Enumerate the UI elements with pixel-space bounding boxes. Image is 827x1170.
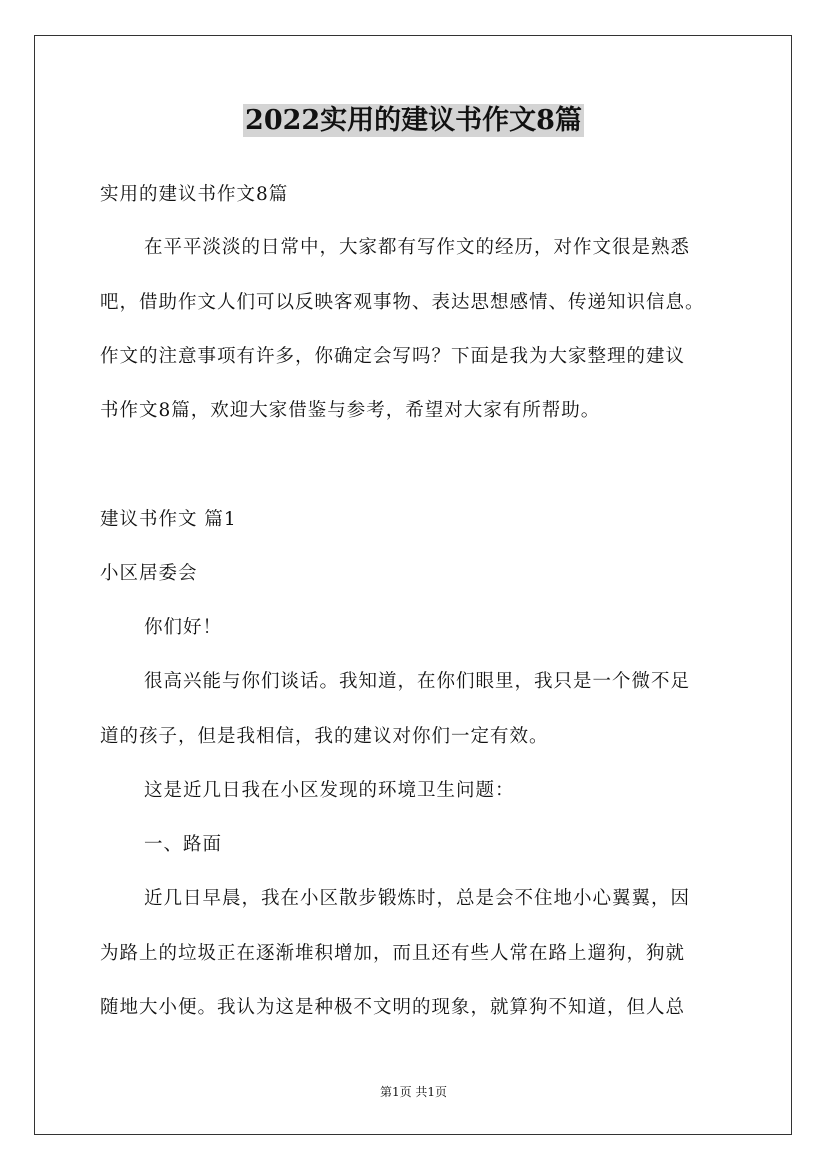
document-subtitle: 实用的建议书作文8篇 bbox=[100, 184, 289, 205]
section-heading: 建议书作文 篇1 bbox=[100, 509, 237, 530]
body-line-2: 道的孩子，但是我相信，我的建议对你们一定有效。 bbox=[100, 726, 549, 747]
letter-recipient: 小区居委会 bbox=[100, 563, 198, 584]
body-line-6: 为路上的垃圾正在逐渐堆积增加，而且还有些人常在路上遛狗，狗就 bbox=[100, 943, 686, 964]
intro-line-2: 吧，借助作文人们可以反映客观事物、表达思想感情、传递知识信息。 bbox=[100, 292, 705, 313]
document-title bbox=[0, 102, 827, 140]
intro-line-1: 在平平淡淡的日常中，大家都有写作文的经历，对作文很是熟悉 bbox=[144, 237, 691, 258]
intro-line-4: 书作文8篇，欢迎大家借鉴与参考，希望对大家有所帮助。 bbox=[100, 400, 601, 421]
body-line-4: 一、路面 bbox=[144, 834, 223, 855]
body-line-1: 很高兴能与你们谈话。我知道，在你们眼里，我只是一个微不足 bbox=[144, 671, 691, 692]
body-line-5: 近几日早晨，我在小区散步锻炼时，总是会不住地小心翼翼，因 bbox=[144, 888, 691, 909]
body-line-3: 这是近几日我在小区发现的环境卫生问题： bbox=[144, 780, 515, 801]
document-title-text: 2022实用的建议书作文8篇 bbox=[245, 105, 582, 136]
intro-line-3: 作文的注意事项有许多，你确定会写吗？下面是我为大家整理的建议 bbox=[100, 346, 686, 367]
body-line-7: 随地大小便。我认为这是种极不文明的现象，就算狗不知道，但人总 bbox=[100, 997, 686, 1018]
page-footer: 第1页 共1页 bbox=[379, 1085, 448, 1099]
letter-greeting: 你们好！ bbox=[144, 617, 223, 638]
